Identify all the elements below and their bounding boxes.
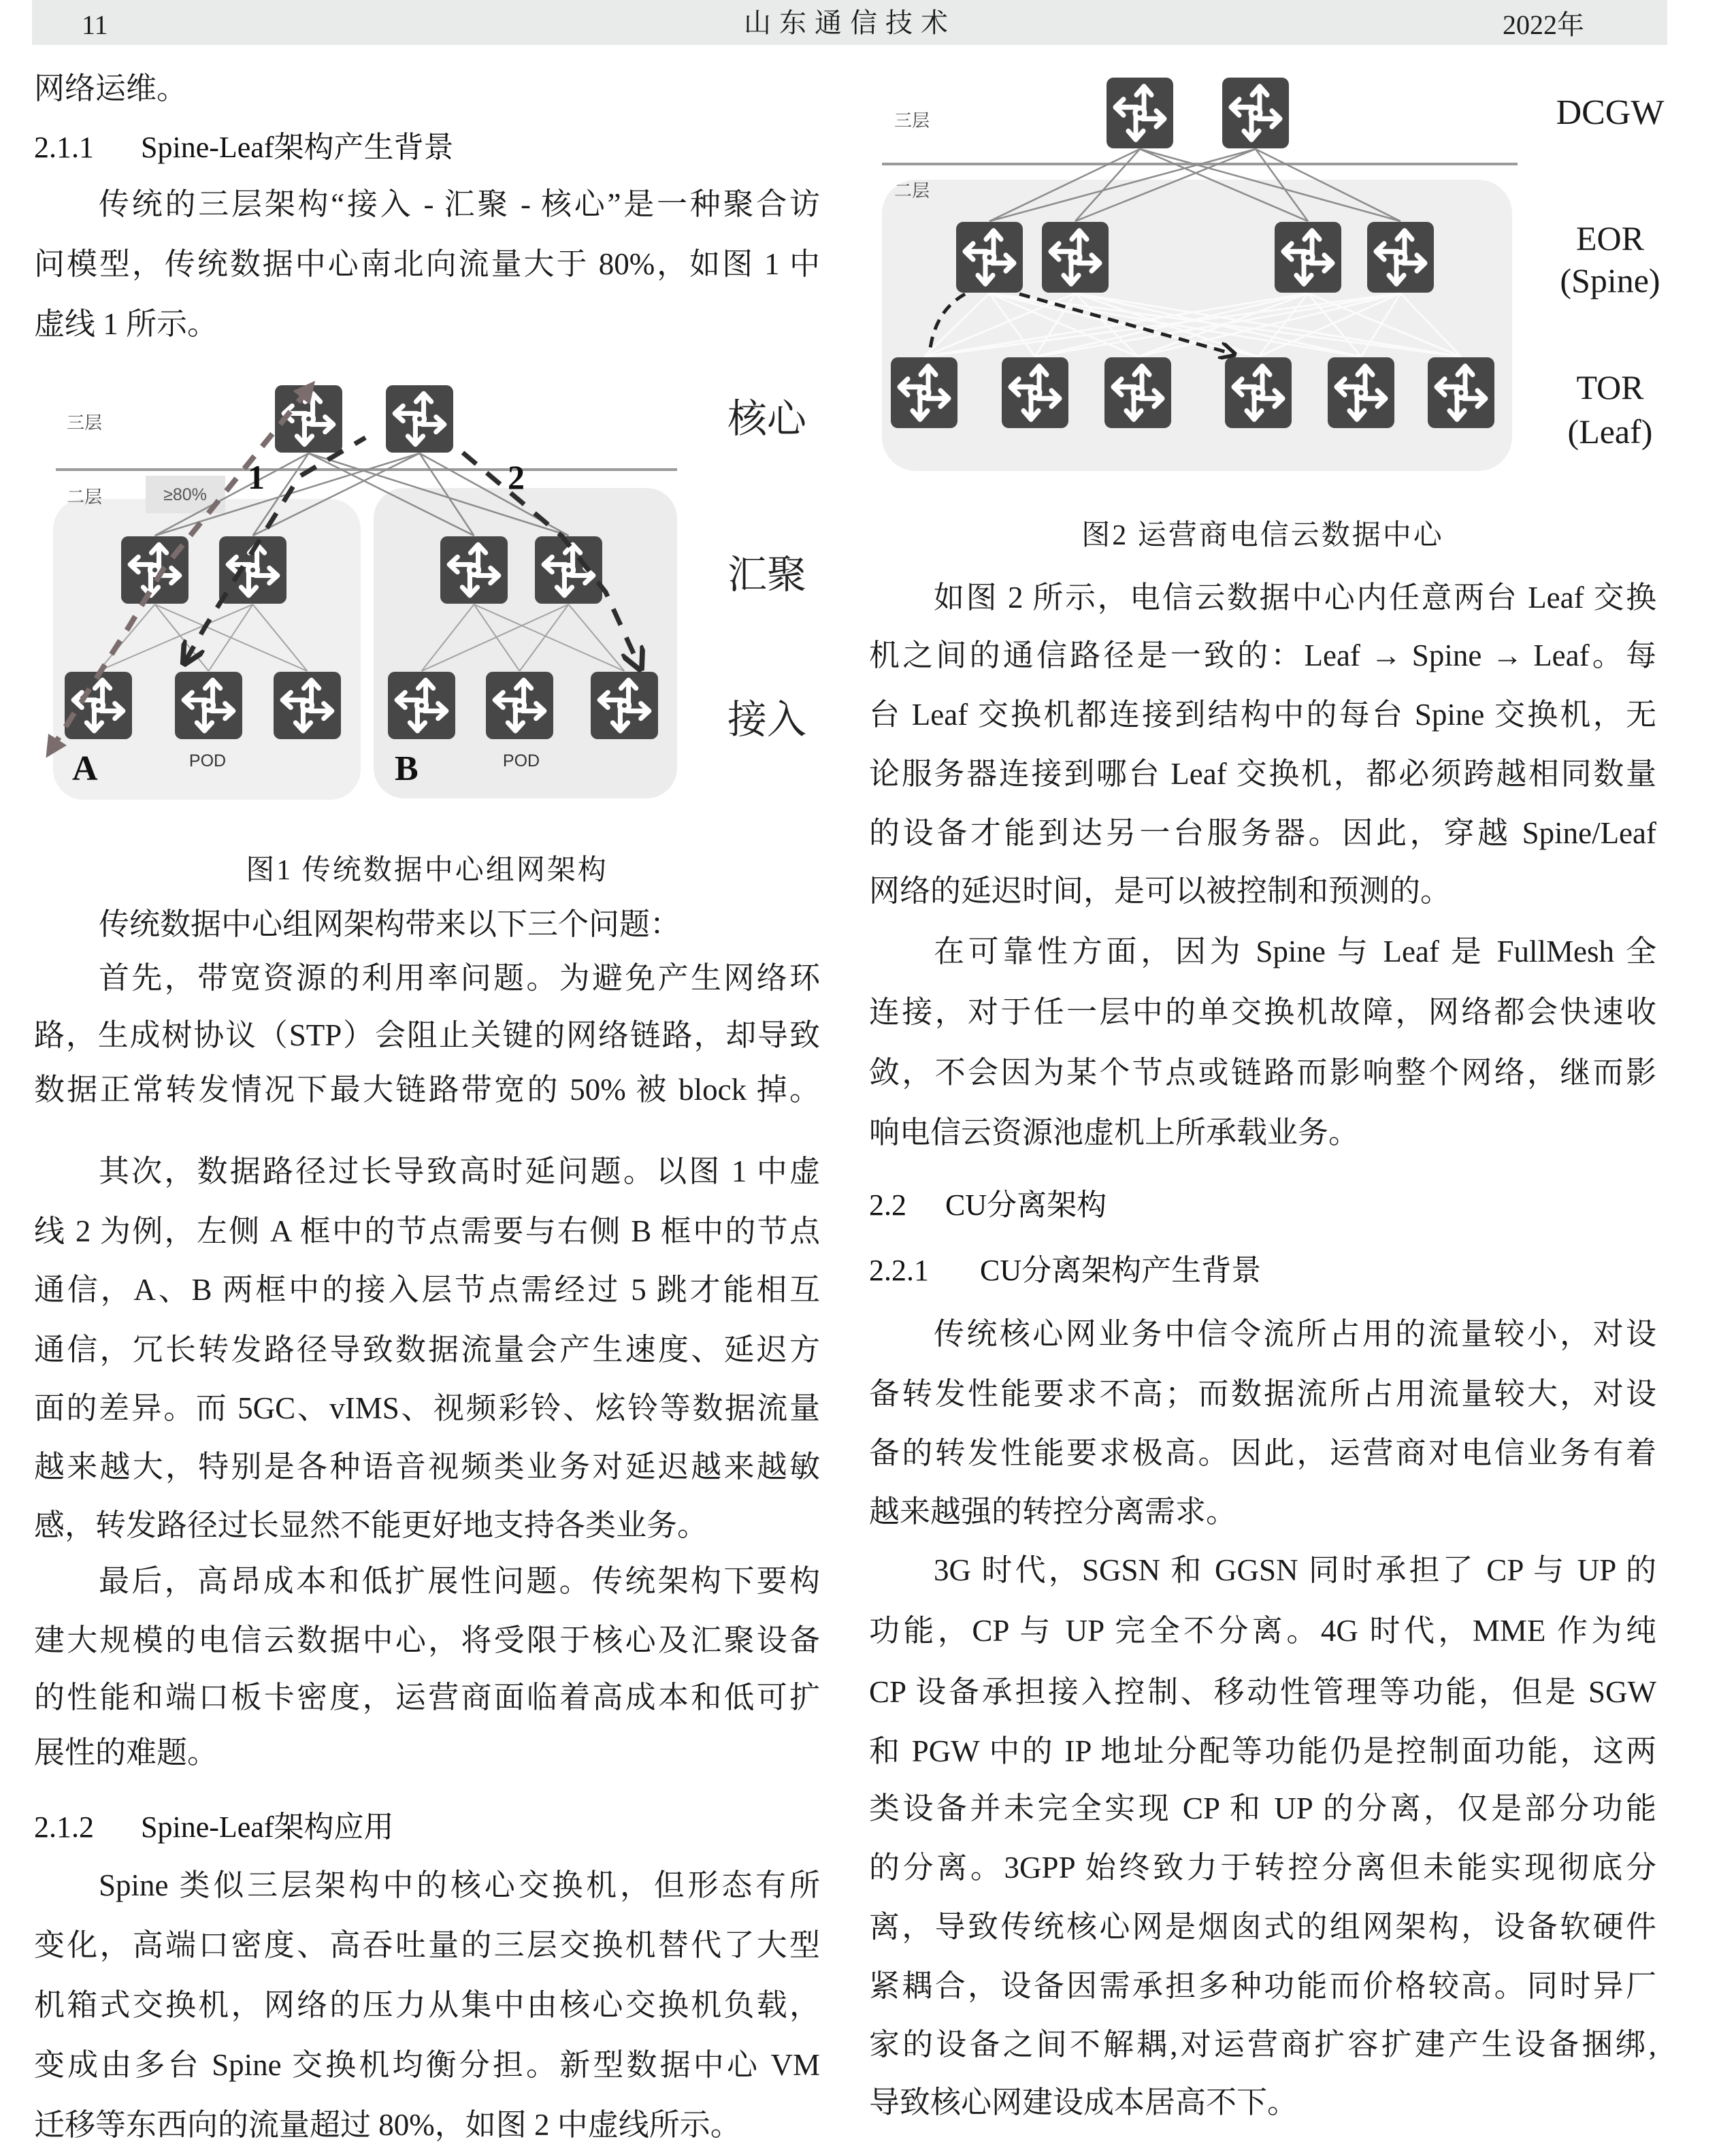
paragraph-p10-line: CP 设备承担接入控制、移动性管理等功能，但是 SGW (869, 1675, 1656, 1709)
paragraph-p6-line: 机箱式交换机，网络的压力从集中由核心交换机负载， (34, 1988, 820, 2022)
paragraph-p1-line: 虚线 1 所示。 (34, 307, 218, 341)
paragraph-p10-line: 家的设备之间不解耦,对运营商扩容扩建产生设备捆绑, (869, 2028, 1656, 2062)
access-switch-icon (591, 672, 658, 739)
access-switch-icon (486, 672, 553, 739)
paragraph-p1-line: 传统的三层架构“接入 - 汇聚 - 核心”是一种聚合访 (99, 187, 820, 221)
section-title: Spine-Leaf架构应用 (141, 1810, 394, 1844)
paragraph-p4-line: 其次，数据路径过长导致高时延问题。以图 1 中虚 (99, 1154, 820, 1188)
paragraph-p7-line: 机之间的通信路径是一致的：Leaf → Spine → Leaf。每 (869, 638, 1656, 672)
section-number: 2.2.1 (869, 1254, 929, 1287)
paragraph-p10-line: 功能，CP 与 UP 完全不分离。4G 时代，MME 作为纯 (869, 1614, 1656, 1648)
paragraph-p10-line: 类设备并未完全实现 CP 和 UP 的分离，仅是部分功能 (869, 1791, 1656, 1825)
leaf-switch-icon (1104, 357, 1171, 428)
spine-switch-icon (1042, 222, 1109, 293)
paragraph-p8-line: 敛，不会因为某个节点或链路而影响整个网络，继而影 (869, 1056, 1656, 1090)
access-switch-icon (388, 672, 455, 739)
tier-label-dcgw: DCGW (1556, 93, 1665, 132)
running-header (32, 0, 1667, 45)
tier-label-tor-leaf: (Leaf) (1567, 412, 1653, 451)
paragraph-p6-line: Spine 类似三层架构中的核心交换机，但形态有所 (99, 1868, 820, 1902)
paragraph-p6-line: 变化，高端口密度、高吞吐量的三层交换机替代了大型 (34, 1928, 820, 1962)
paragraph-p10-line: 的分离。3GPP 始终致力于转控分离但未能实现彻底分 (869, 1851, 1656, 1885)
path-1-label: 1 (248, 458, 265, 496)
aggregation-switch-icon (440, 536, 508, 604)
paragraph-p9-line: 越来越强的转控分离需求。 (869, 1495, 1237, 1529)
paragraph-p3-line: 数据正常转发情况下最大链路带宽的 50% 被 block 掉。 (34, 1073, 820, 1107)
tier-label-tor: TOR (1576, 368, 1644, 406)
paragraph-p10-line: 和 PGW 中的 IP 地址分配等功能仍是控制面功能，这两 (869, 1734, 1656, 1768)
section-heading-h22 (869, 1185, 1656, 1226)
layer3-label: 三层 (894, 110, 930, 131)
paragraph-p1-line: 问模型，传统数据中心南北向流量大于 80%，如图 1 中 (34, 247, 820, 281)
paragraph-p3-line: 路，生成树协议（STP）会阻止关键的网络链路，却导致 (34, 1018, 820, 1052)
paragraph-p4-line: 面的差异。而 5GC、vIMS、视频彩铃、炫铃等数据流量 (34, 1391, 820, 1425)
section-number: 2.2 (869, 1188, 906, 1222)
section-heading-h212 (34, 1807, 820, 1848)
issue-year: 2022年 (1503, 10, 1584, 40)
core-switch-icon (386, 385, 453, 453)
paragraph-p5-line: 的性能和端口板卡密度，运营商面临着高成本和低可扩 (34, 1680, 820, 1714)
paragraph-p9-line: 备的转发性能要求极高。因此，运营商对电信业务有着 (869, 1436, 1656, 1470)
paragraph-p2-line: 传统数据中心组网架构带来以下三个问题： (99, 907, 681, 941)
paragraph-p9-line: 传统核心网业务中信令流所占用的流量较小，对设 (934, 1317, 1656, 1351)
leaf-switch-icon (1328, 357, 1394, 428)
section-number: 2.1.1 (34, 131, 94, 164)
paragraph-p3-line: 首先，带宽资源的利用率问题。为避免产生网络环 (99, 961, 820, 995)
section-number: 2.1.2 (34, 1810, 94, 1844)
tier-label-core: 核心 (727, 397, 807, 441)
paragraph-p9-line: 备转发性能要求不高；而数据流所占用流量较大，对设 (869, 1377, 1656, 1411)
paragraph-p10-line: 3G 时代，SGSN 和 GGSN 同时承担了 CP 与 UP 的 (934, 1553, 1656, 1587)
section-title: CU分离架构 (945, 1188, 1107, 1222)
tier-label-eor-spine: (Spine) (1560, 261, 1660, 299)
dcgw-switch-icon (1107, 78, 1173, 148)
paragraph-p4-line: 感，转发路径过长显然不能更好地支持各类业务。 (34, 1508, 708, 1542)
paragraph-p5-line: 展性的难题。 (34, 1736, 218, 1770)
paragraph-p4-line: 通信，A、B 两框中的接入层节点需经过 5 跳才能相互 (34, 1273, 820, 1307)
paragraph-p8-line: 响电信云资源池虚机上所承载业务。 (869, 1116, 1360, 1150)
paragraph-p5-line: 建大规模的电信云数据中心，将受限于核心及汇聚设备 (34, 1623, 820, 1657)
journal-title: 山东通信技术 (744, 7, 956, 38)
dcgw-switch-icon (1222, 78, 1289, 148)
paragraph-p8-line: 连接，对于任一层中的单交换机故障，网络都会快速收 (869, 995, 1656, 1029)
layer2-label: 二层 (67, 487, 103, 507)
pod-b-letter: B (395, 749, 419, 788)
access-switch-icon (175, 672, 242, 739)
paragraph-p4-line: 越来越大，特别是各种语音视频类业务对延迟越来越敏 (34, 1450, 820, 1484)
tier-label-access: 接入 (727, 698, 807, 742)
leaf-switch-icon (1225, 357, 1292, 428)
tier-label-aggregation: 汇聚 (727, 553, 807, 597)
figure-2-caption: 图2 运营商电信云数据中心 (1081, 520, 1444, 551)
section-heading-h211 (34, 127, 820, 168)
access-switch-icon (274, 672, 341, 739)
section-heading-h221 (869, 1250, 1656, 1291)
paragraph-p7-line: 论服务器连接到哪台 Leaf 交换机，都必须跨越相同数量 (869, 757, 1656, 791)
leaf-switch-icon (891, 357, 957, 428)
tier-label-eor: EOR (1576, 219, 1644, 257)
spine-switch-icon (1275, 222, 1341, 293)
figure-1-caption: 图1 传统数据中心组网架构 (246, 855, 608, 886)
figure-1-diagram (27, 368, 844, 803)
paragraph-p0-line: 网络运维。 (34, 71, 188, 105)
paragraph-p10-line: 离，导致传统核心网是烟囱式的组网架构，设备软硬件 (869, 1910, 1656, 1944)
ratio-badge-text: ≥80% (163, 485, 207, 504)
paragraph-p4-line: 线 2 为例，左侧 A 框中的节点需要与右侧 B 框中的节点 (34, 1214, 820, 1248)
pod-a-label: POD (189, 751, 227, 770)
paragraph-p10-line: 紧耦合，设备因需承担多种功能而价格较高。同时异厂 (869, 1969, 1656, 2003)
paragraph-p7-line: 如图 2 所示，电信云数据中心内任意两台 Leaf 交换 (934, 581, 1656, 615)
access-switch-icon (65, 672, 132, 739)
paragraph-p7-line: 台 Leaf 交换机都连接到结构中的每台 Spine 交换机，无 (869, 698, 1656, 732)
paragraph-p7-line: 网络的延迟时间，是可以被控制和预测的。 (869, 874, 1452, 908)
section-title: CU分离架构产生背景 (980, 1254, 1262, 1287)
leaf-switch-icon (1002, 357, 1068, 428)
pod-b-label: POD (502, 751, 540, 770)
paragraph-p6-line: 迁移等东西向的流量超过 80%，如图 2 中虚线所示。 (34, 2108, 741, 2142)
layer3-label: 三层 (67, 412, 103, 433)
spine-switch-icon (1367, 222, 1434, 293)
paragraph-p7-line: 的设备才能到达另一台服务器。因此，穿越 Spine/Leaf (869, 816, 1656, 850)
paragraph-p4-line: 通信，冗长转发路径导致数据流量会产生速度、延迟方 (34, 1333, 820, 1367)
paragraph-p10-line: 导致核心网建设成本居高不下。 (869, 2085, 1298, 2119)
pod-a-letter: A (72, 749, 98, 788)
paragraph-p6-line: 变成由多台 Spine 交换机均衡分担。新型数据中心 VM (34, 2048, 820, 2082)
layer2-label: 二层 (894, 180, 930, 201)
paragraph-p5-line: 最后，高昂成本和低扩展性问题。传统架构下要构 (99, 1564, 820, 1598)
leaf-switch-icon (1428, 357, 1494, 428)
page-number: 11 (82, 10, 108, 40)
spine-switch-icon (956, 222, 1023, 293)
path-2-label: 2 (508, 458, 525, 496)
figure-2-diagram (857, 54, 1674, 490)
section-title: Spine-Leaf架构产生背景 (141, 131, 454, 164)
paragraph-p8-line: 在可靠性方面，因为 Spine 与 Leaf 是 FullMesh 全 (934, 934, 1656, 969)
